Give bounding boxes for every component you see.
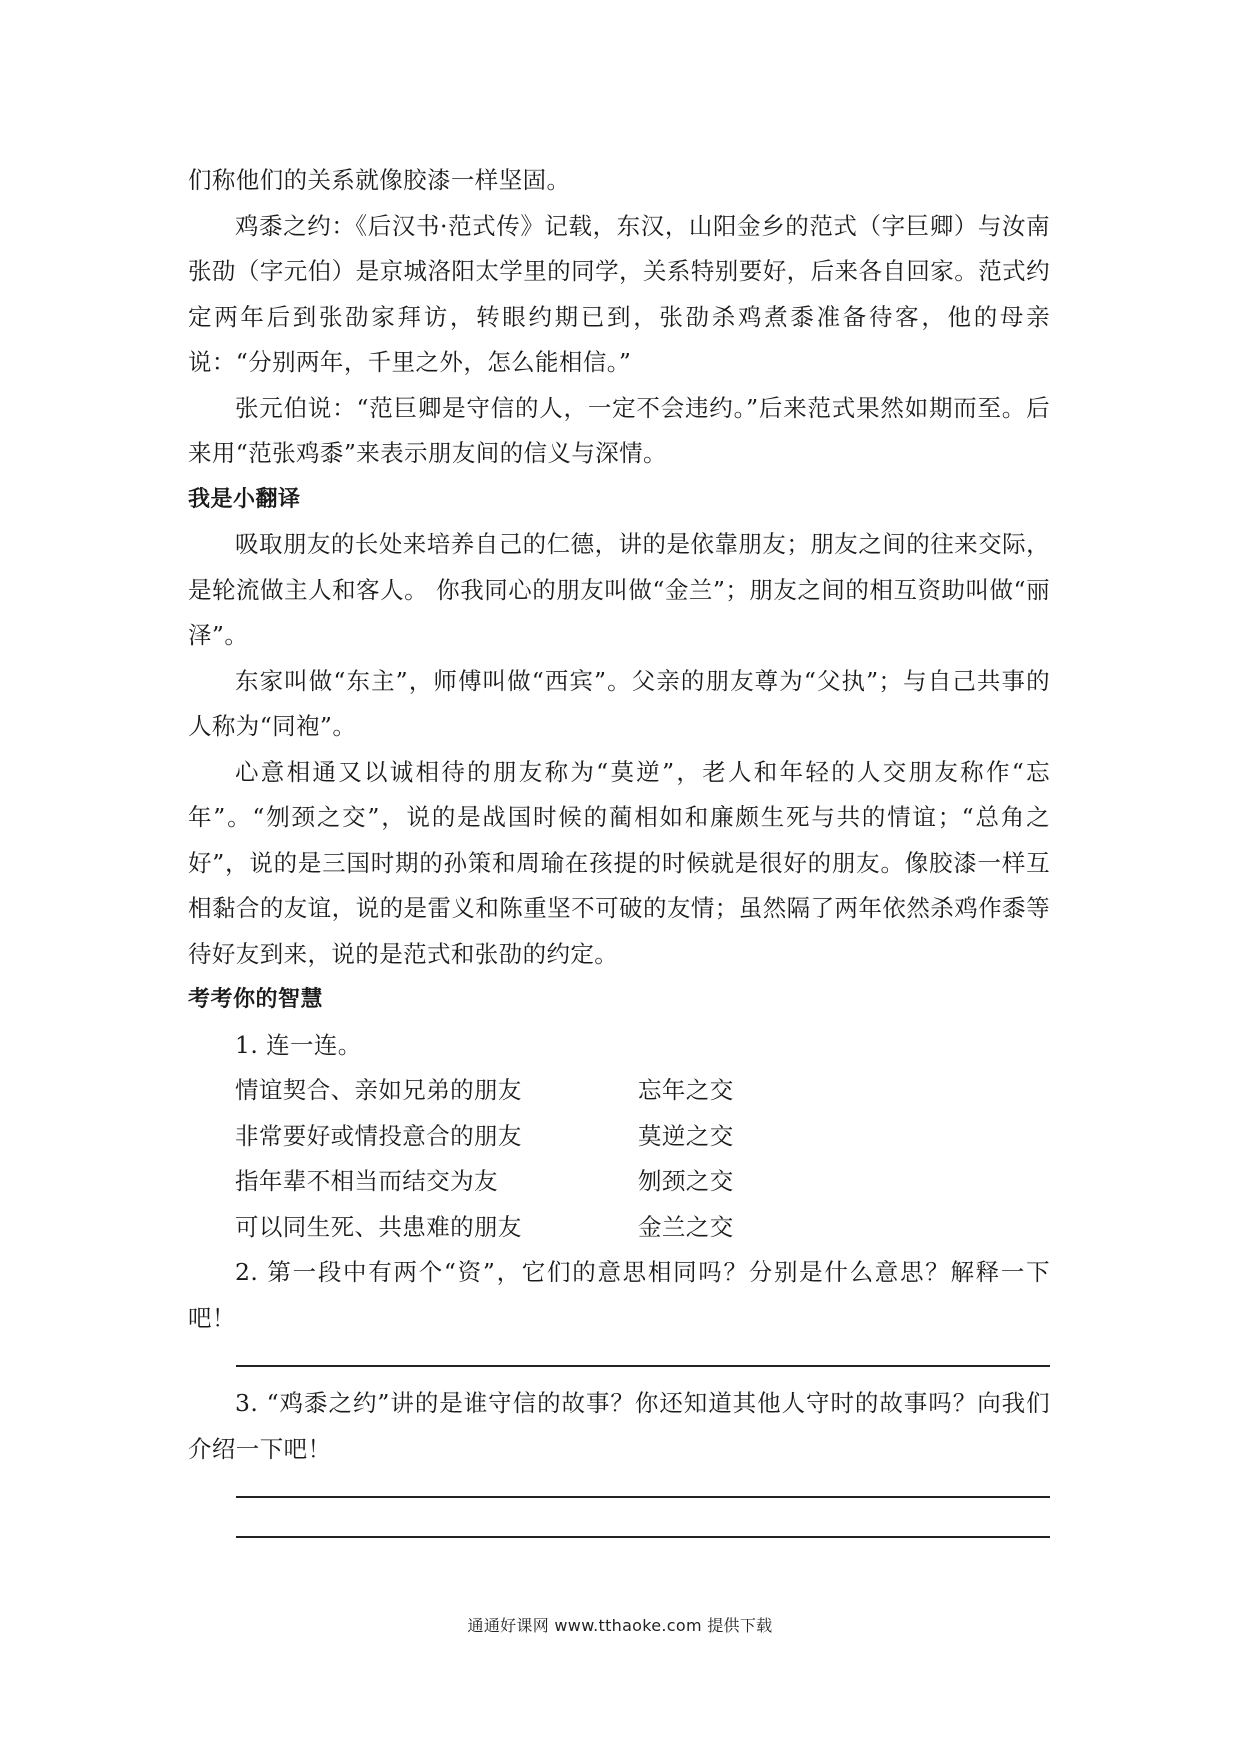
match-row (188, 1114, 1050, 1160)
match-right-item[interactable]: 莫逆之交 (638, 1121, 734, 1150)
match-left-item[interactable]: 可以同生死、共患难的朋友 (235, 1212, 522, 1241)
match-left-item[interactable]: 指年辈不相当而结交为友 (235, 1167, 498, 1195)
match-left-item[interactable]: 情谊契合、亲如兄弟的朋友 (235, 1076, 522, 1104)
translate-heading: 我是小翻译 (188, 486, 301, 512)
page-content (188, 158, 1050, 1538)
translate-paragraph-1: 吸取朋友的长处来培养自己的仁德，讲的是依靠朋友；朋友之间的往来交际，是轮流做主人和客人。 你我同心的朋友叫做“金兰”；朋友之间的相互资助叫做“丽泽”。 (188, 530, 1050, 649)
match-right-item[interactable]: 刎颈之交 (638, 1167, 734, 1195)
yuanbo-paragraph: 张元伯说：“范巨卿是守信的人，一定不会违约。”后来范式果然如期而至。后来用“范张鸡黍”来表示朋友间的信义与深情。 (188, 393, 1050, 467)
translate-paragraph-3: 心意相通又以诚相待的朋友称为“莫逆”，老人和年轻的人交朋友称作“忘年”。“刎颈之交”，说的是战国时候的蔺相如和廉颇生死与共的情谊；“总角之好”，说的是三国时期的孙策和周瑜在孩提的时候就是很好的朋友。像胶漆一样互相黏合的友谊，说的是雷义和陈重坚不可破的友情；虽然隔了两年依然杀鸡作黍等待好友到来，说的是范式和张劭的约定。 (188, 757, 1050, 968)
match-row (188, 1159, 1050, 1205)
match-right-item[interactable]: 忘年之交 (638, 1076, 734, 1104)
match-left-item[interactable]: 非常要好或情投意合的朋友 (235, 1121, 522, 1150)
match-row (188, 1205, 1050, 1251)
jishu-paragraph: 鸡黍之约：《后汉书·范式传》记载，东汉，山阳金乡的范式（字巨卿）与汝南张劭（字元伯）是京城洛阳太学里的同学，关系特别要好，后来各自回家。范式约定两年后到张劭家拜访，转眼约期已到，张劭杀鸡煮黍准备待客，他的母亲说：“分别两年，千里之外，怎么能相信。” (188, 211, 1050, 376)
match-right-item[interactable]: 金兰之交 (638, 1212, 734, 1241)
answer-line[interactable] (236, 1536, 1050, 1538)
translate-paragraph-2: 东家叫做“东主”，师傅叫做“西宾”。父亲的朋友尊为“父执”；与自己共事的人称为“同袍”。 (188, 666, 1050, 740)
page-footer: 通通好课网 www.tthaoke.com 提供下载 (467, 1616, 773, 1635)
match-row (188, 1068, 1050, 1114)
quiz-heading: 考考你的智慧 (188, 987, 324, 1012)
matching-exercise (188, 1068, 1050, 1250)
continued-paragraph: 们称他们的关系就像胶漆一样坚固。 (188, 166, 571, 194)
question-2: 2. 第一段中有两个“资”，它们的意思相同吗？分别是什么意思？解释一下吧！ (188, 1258, 1050, 1332)
question-3: 3. “鸡黍之约”讲的是谁守信的故事？你还知道其他人守时的故事吗？向我们介绍一下吧！ (188, 1389, 1050, 1463)
question-1: 1. 连一连。 (235, 1030, 362, 1059)
